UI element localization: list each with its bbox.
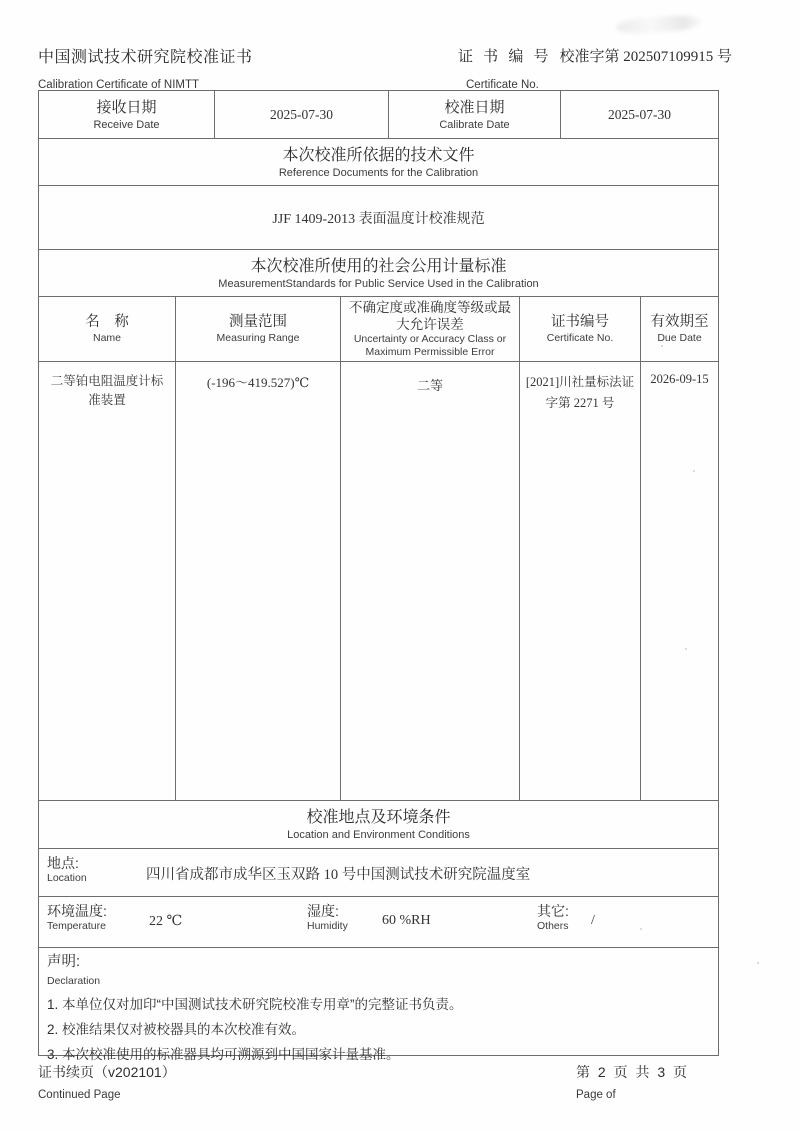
standards-section-title-zh: 本次校准所使用的社会公用计量标准 xyxy=(250,257,507,275)
column-header-range-zh: 测量范围 xyxy=(229,314,287,330)
calibrate-date-label-cell xyxy=(388,91,560,138)
certificate-number-label: 证 书 编 号 xyxy=(458,48,552,65)
certificate-body-table xyxy=(38,90,719,1062)
document-title-en: Calibration Certificate of NIMTT xyxy=(38,79,200,91)
column-header-name-zh: 名 称 xyxy=(85,314,129,330)
column-header-range xyxy=(175,297,340,361)
standard-uncertainty-value: 二等 xyxy=(416,378,443,393)
receive-date-label-en: Receive Date xyxy=(93,119,160,131)
humidity-label xyxy=(307,903,348,933)
receive-date-label-zh: 接收日期 xyxy=(96,99,157,116)
standard-range-cell xyxy=(175,362,340,800)
environment-row xyxy=(39,896,718,947)
standard-certno-cell xyxy=(519,362,640,800)
calibrate-date-value-cell xyxy=(560,91,718,138)
location-row xyxy=(39,848,718,896)
others-label xyxy=(537,903,569,933)
footer-continued-page-en: Continued Page xyxy=(38,1089,121,1101)
column-header-uncertainty-en: Uncertainty or Accuracy Class or Maximum Permissible Error xyxy=(353,333,507,358)
reference-document-text: JJF 1409-2013 表面温度计校准规范 xyxy=(272,211,485,227)
receive-date-value-cell xyxy=(214,91,388,138)
reference-section-title-zh: 本次校准所依据的技术文件 xyxy=(282,146,475,164)
standards-table-data-row xyxy=(39,361,718,800)
reference-document-row xyxy=(39,185,718,249)
reference-section-header xyxy=(39,138,718,185)
standard-uncertainty-cell xyxy=(340,362,519,800)
certificate-number-label-en: Certificate No. xyxy=(466,79,539,91)
column-header-uncertainty-zh: 不确定度或准确度等级或最大允许误差 xyxy=(349,300,511,332)
column-header-certno-zh: 证书编号 xyxy=(551,314,609,330)
calibrate-date-label-en: Calibrate Date xyxy=(439,119,510,131)
standard-duedate-value: 2026-09-15 xyxy=(650,372,709,386)
location-section-title-en: Location and Environment Conditions xyxy=(287,829,470,841)
document-title-zh: 中国测试技术研究院校准证书 xyxy=(38,49,253,66)
reference-section-title-en: Reference Documents for the Calibration xyxy=(278,166,479,179)
declaration-title-zh: 声明: xyxy=(47,954,81,970)
footer-page-number-zh: 第 2 页 共 3 页 xyxy=(576,1064,690,1080)
column-header-duedate-en: Due Date xyxy=(657,332,702,344)
footer-continued-page-zh: 证书续页（v202101） xyxy=(38,1064,176,1080)
column-header-certno-en: Certificate No. xyxy=(546,332,614,344)
standard-duedate-cell xyxy=(640,362,718,800)
location-section-header xyxy=(39,800,718,848)
standard-range-value: (-196～419.527)℃ xyxy=(206,375,310,390)
declaration-item-3: 3. 本次校准使用的标准器具均可溯源到中国国家计量基准。 xyxy=(47,1047,400,1062)
calibrate-date-value: 2025-07-30 xyxy=(608,106,671,122)
others-value: / xyxy=(591,913,595,928)
certificate-number-value: 校准字第 202507109915 号 xyxy=(559,49,733,65)
declaration-title-en: Declaration xyxy=(47,975,101,987)
standard-certno-value: [2021]川社量标法证字第 2271 号 xyxy=(525,375,635,410)
scan-speck xyxy=(757,962,759,964)
location-label-zh: 地点: xyxy=(47,855,79,871)
temperature-value: 22 ℃ xyxy=(149,914,183,929)
temperature-label-en: Temperature xyxy=(47,920,106,932)
column-header-duedate xyxy=(640,297,718,361)
column-header-name-en: Name xyxy=(92,332,121,344)
column-header-name xyxy=(39,297,175,361)
column-header-certno xyxy=(519,297,640,361)
declaration-item-1: 1. 本单位仅对加印“中国测试技术研究院校准专用章”的完整证书负责。 xyxy=(47,997,463,1012)
receive-date-label-cell xyxy=(39,91,214,138)
calibrate-date-label-zh: 校准日期 xyxy=(444,99,505,116)
column-header-duedate-zh: 有效期至 xyxy=(650,314,709,330)
humidity-label-zh: 湿度: xyxy=(307,903,339,919)
standard-name-cell xyxy=(39,362,175,800)
footer-page-number-en: Page of xyxy=(576,1089,616,1101)
location-section-title-zh: 校准地点及环境条件 xyxy=(306,809,451,826)
standards-table-header-row xyxy=(39,296,718,361)
declaration-items xyxy=(47,992,710,1067)
receive-date-value: 2025-07-30 xyxy=(270,106,333,122)
temperature-label xyxy=(47,903,107,933)
others-label-zh: 其它: xyxy=(537,903,569,919)
declaration-item-2: 2. 校准结果仅对被校器具的本次校准有效。 xyxy=(47,1022,306,1037)
scan-smudge xyxy=(616,14,703,35)
temperature-label-zh: 环境温度: xyxy=(47,903,107,919)
others-label-en: Others xyxy=(537,920,569,932)
humidity-label-en: Humidity xyxy=(307,920,348,932)
standards-section-header xyxy=(39,249,718,296)
location-label-en: Location xyxy=(47,872,87,884)
declaration-section xyxy=(39,947,718,1062)
standard-name-value: 二等铂电阻温度计标准装置 xyxy=(50,374,164,407)
column-header-uncertainty xyxy=(340,297,519,361)
standards-section-title-en: MeasurementStandards for Public Service Used in the Calibration xyxy=(218,277,539,290)
certificate-number xyxy=(458,45,732,66)
column-header-range-en: Measuring Range xyxy=(216,332,300,344)
humidity-value: 60 %RH xyxy=(382,913,431,928)
location-label xyxy=(47,855,87,885)
dates-row xyxy=(39,91,718,138)
location-value: 四川省成都市成华区玉双路 10 号中国测试技术研究院温度室 xyxy=(146,867,531,883)
